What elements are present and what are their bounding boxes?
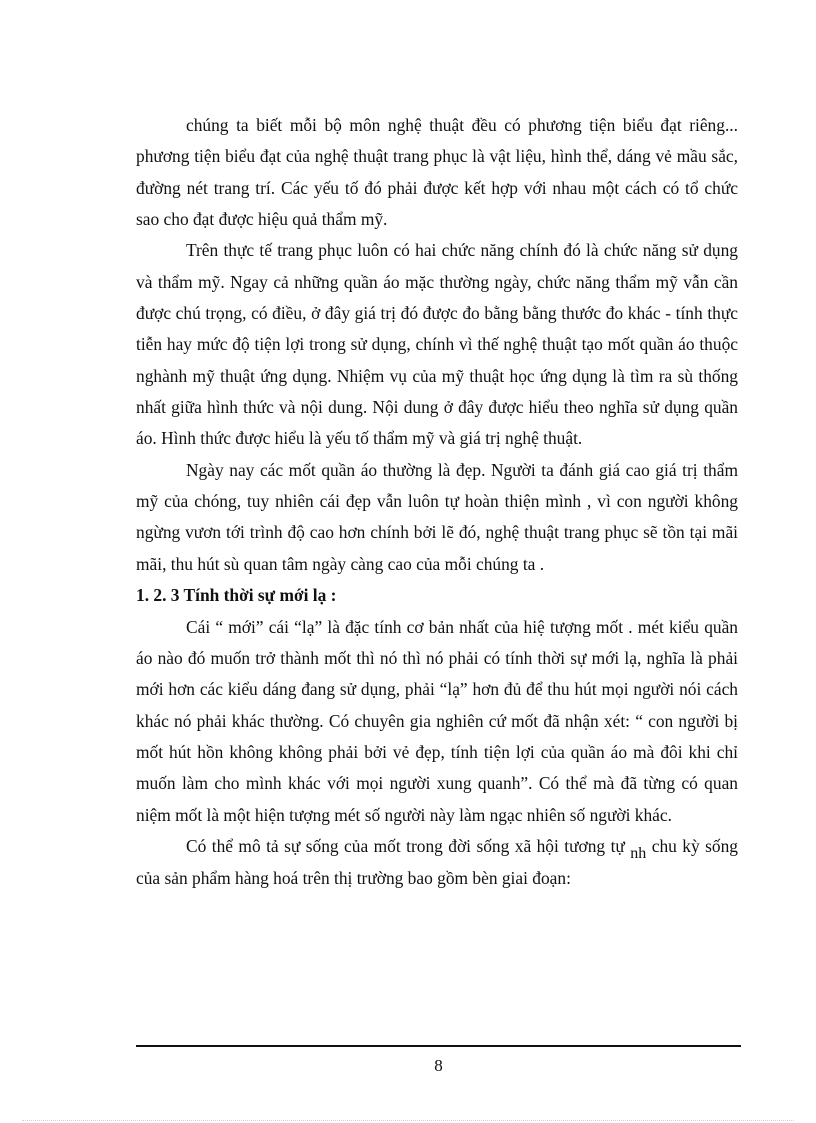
page-number: 8 (434, 1056, 443, 1075)
life-cycle-subscript: nh (630, 844, 647, 862)
page-bottom-edge (22, 1120, 794, 1121)
paragraph-costume-functions: Trên thực tế trang phục luôn có hai chức năng chính đó là chức năng sử dụng và thẩm mỹ. Ngay cả những quần áo mặc thường ngày, chức năng thẩm mỹ vẫn cần được chú trọng, có điều, ở đây giá trị đó được đo bằng bằng thước đo khác - tính thực tiễn hay mức độ tiện lợi trong sử dụng, chính vì thế nghệ thuật tạo mốt quần áo thuộc nghành mỹ thuật ứng dụng. Nhiệm vụ của mỹ thuật học ứng dụng là tìm ra sù thống nhất giữa hình thức và nội dung. Nội dung ở đây được hiểu theo nghĩa sử dụng quần áo. Hình thức được hiểu là yếu tố thẩm mỹ và giá trị nghệ thuật. (136, 240, 738, 449)
body-text (136, 110, 738, 895)
life-cycle-text-start: Có thể mô tả sự sống của mốt trong đời sống xã hội tương tự (186, 835, 631, 856)
section-heading: 1. 2. 3 Tính thời sự mới lạ : (136, 585, 337, 606)
paragraph-life-cycle (136, 831, 738, 895)
footer-divider (136, 1045, 741, 1047)
paragraph-art-expression: chúng ta biết mỗi bộ môn nghệ thuật đều có phương tiện biểu đạt riêng... phương tiện biểu đạt của nghệ thuật trang phục là vật liệu, hình thể, dáng vẻ mầu sắc, đường nét trang trí. Các yếu tố đó phải được kết hợp với nhau một cách có tổ chức sao cho đạt được hiệu quả thẩm mỹ. (136, 115, 738, 230)
paragraph-novelty: Cái “ mới” cái “lạ” là đặc tính cơ bản nhất của hiệ tượng mốt . mét kiểu quần áo nào đó muốn trở thành mốt thì nó thì nó phải có tính thời sự mới lạ, nghĩa là phải mới hơn các kiểu dáng đang sử dụng, phải “lạ” hơn đủ để thu hút mọi người nói cách khác nó phải khác thường. Có chuyên gia nghiên cứ mốt đã nhận xét: “ con người bị mốt hút hồn không không phải bởi vẻ đẹp, tính tiện lợi của quần áo mà đôi khi chỉ muốn làm cho mình khác với mọi người xung quanh”. Có thể mà đã từng có quan niệm mốt là một hiện tượng mét số người này làm ngạc nhiên số người khác. (136, 616, 738, 825)
paragraph-modern-fashion: Ngày nay các mốt quần áo thường là đẹp. Người ta đánh giá cao giá trị thẩm mỹ của chóng, tuy nhiên cái đẹp vẫn luôn tự hoàn thiện mình , vì con người không ngừng vươn tới trình độ cao hơn chính bởi lẽ đó, nghệ thuật trang phục sẽ tồn tại mãi mãi, thu hút sù quan tâm ngày càng cao của mỗi chúng ta . (136, 459, 738, 574)
life-cycle-text-end: chu kỳ sống của sản phẩm hàng hoá trên thị trường bao gồm bèn giai đoạn: (136, 835, 738, 889)
